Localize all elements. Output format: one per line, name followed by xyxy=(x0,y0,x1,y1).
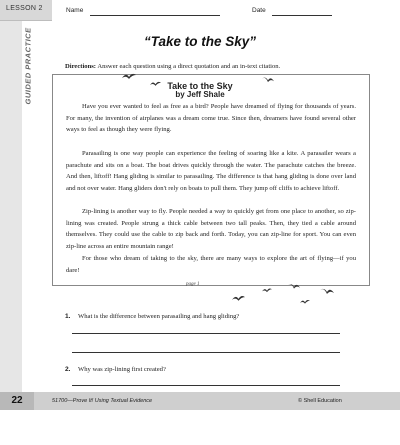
footer-copyright: © Shell Education xyxy=(298,398,342,404)
date-line xyxy=(272,15,332,16)
paragraph-2: Parasailing is one way people can experience the feeling of soaring like a kite. A parasailer wears a parachute and sits on a boat. The boat drives quickly through the water. The parachute catches the breeze. And then, liftoff! Hang gliding is similar to parasailing. The difference is that hang gliding is done over land and not over water. Hang gliders don't rely on boats to pull them. They jump off cliffs to achieve liftoff. xyxy=(66,150,356,192)
question-number-1: 1. xyxy=(65,313,71,320)
bird-icon xyxy=(300,298,310,305)
bird-icon xyxy=(232,294,245,302)
question-text-2: Why was zip-lining first created? xyxy=(78,366,166,373)
story-title: Take to the Sky xyxy=(167,81,233,91)
answer-line[interactable] xyxy=(72,352,340,353)
name-line xyxy=(90,15,220,16)
name-label: Name xyxy=(66,7,84,14)
paragraph-3: Zip-lining is another way to fly. People needed a way to quickly get from one place to another, so zip-lining was created. People strung a thick cable between two tall peaks. Then, they tied a cable around themselves. They could use the cable to zip back and forth. Today, you can zip-line for sport. You can even zip-line across an entire mountain range! xyxy=(66,208,356,250)
date-label: Date xyxy=(252,7,266,14)
bird-icon xyxy=(320,287,334,295)
directions-text: Answer each question using a direct quotation and an in-text citation. xyxy=(97,63,281,70)
answer-line[interactable] xyxy=(72,385,340,386)
paragraph-1: Have you ever wanted to feel as free as a bird? People have dreamed of flying for thousands of years. For many, the invention of airplanes was a dream come true. Since then, dreamers have found several other ways to feel as though they were flying. xyxy=(66,103,356,134)
page-marker: page 1 xyxy=(186,282,200,287)
footer-title: 51700—Prove It! Using Textual Evidence xyxy=(52,398,153,404)
question-text-1: What is the difference between parasailing and hang gliding? xyxy=(78,313,240,320)
lesson-label: LESSON 2 xyxy=(6,5,43,12)
story-author: by Jeff Shale xyxy=(175,90,225,99)
side-label: GUIDED PRACTICE xyxy=(23,27,33,105)
bird-icon xyxy=(122,72,136,80)
lesson-tab xyxy=(0,0,52,21)
page-title: “Take to the Sky” xyxy=(143,34,257,49)
side-band xyxy=(0,20,22,392)
directions-label: Directions: xyxy=(65,63,97,70)
question-number-2: 2. xyxy=(65,366,71,373)
answer-line[interactable] xyxy=(72,333,340,334)
paragraph-4: For those who dream of taking to the sky, there are many ways to explore the art of flying—if you dare! xyxy=(66,255,356,274)
bird-icon xyxy=(288,282,300,290)
bird-icon xyxy=(150,80,161,87)
page-number: 22 xyxy=(11,395,23,406)
bird-icon xyxy=(262,76,274,83)
directions xyxy=(65,63,280,70)
bird-icon xyxy=(262,287,272,293)
